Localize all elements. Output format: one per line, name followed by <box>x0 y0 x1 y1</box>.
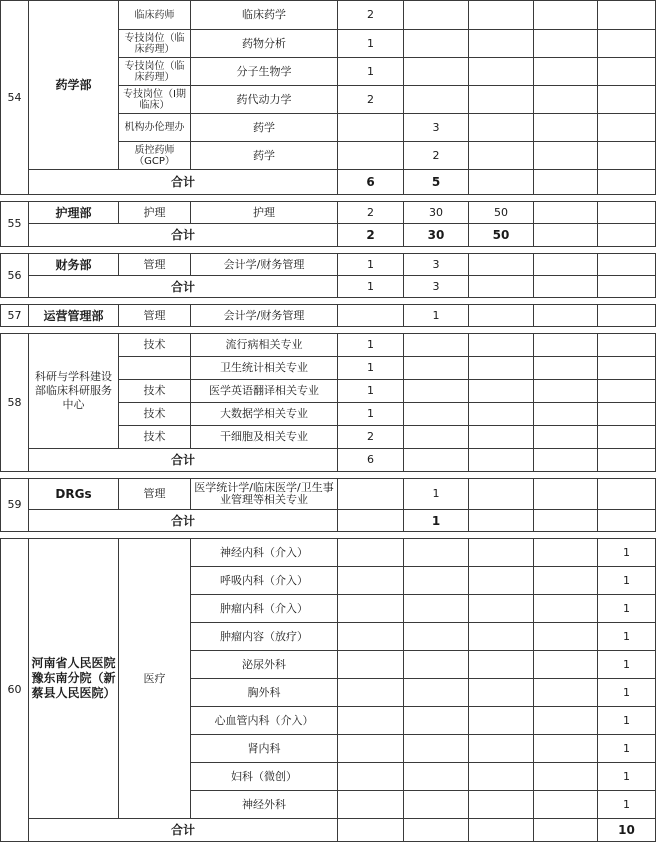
total-row <box>1 276 656 298</box>
post-cell: 护理 <box>119 202 191 224</box>
count-cell <box>469 142 534 170</box>
post-cell: 专技岗位（Ⅰ期临床） <box>119 86 191 114</box>
count-cell <box>469 567 534 595</box>
total-cell: 1 <box>338 276 404 298</box>
count-cell <box>404 426 469 449</box>
major-cell: 心血管内科（介入） <box>191 707 338 735</box>
major-cell: 神经外科 <box>191 791 338 819</box>
count-cell <box>404 763 469 791</box>
total-cell <box>598 170 656 195</box>
count-cell <box>469 426 534 449</box>
count-cell: 1 <box>598 763 656 791</box>
count-cell <box>404 86 469 114</box>
count-cell <box>404 707 469 735</box>
table-row <box>1 1 656 30</box>
count-cell <box>338 595 404 623</box>
total-cell <box>469 170 534 195</box>
total-label: 合计 <box>29 276 338 298</box>
count-cell <box>404 539 469 567</box>
total-label: 合计 <box>29 819 338 842</box>
count-cell <box>338 651 404 679</box>
post-cell <box>119 357 191 380</box>
total-cell <box>534 819 598 842</box>
count-cell <box>404 791 469 819</box>
count-cell <box>534 479 598 510</box>
row-number: 59 <box>1 479 29 532</box>
count-cell: 1 <box>598 707 656 735</box>
total-cell <box>534 276 598 298</box>
total-row <box>1 224 656 247</box>
count-cell <box>338 142 404 170</box>
count-cell: 1 <box>598 539 656 567</box>
major-cell: 神经内科（介入） <box>191 539 338 567</box>
count-cell <box>534 539 598 567</box>
department-name: 护理部 <box>29 202 119 224</box>
count-cell <box>598 380 656 403</box>
row-number: 54 <box>1 1 29 195</box>
table-row <box>1 305 656 327</box>
count-cell <box>469 735 534 763</box>
total-row <box>1 510 656 532</box>
total-cell <box>598 276 656 298</box>
count-cell <box>469 679 534 707</box>
count-cell <box>469 707 534 735</box>
separator-row <box>1 298 656 305</box>
total-cell <box>404 449 469 472</box>
post-cell: 管理 <box>119 305 191 327</box>
post-cell: 医疗 <box>119 539 191 819</box>
count-cell: 2 <box>338 86 404 114</box>
count-cell: 30 <box>404 202 469 224</box>
major-cell: 流行病相关专业 <box>191 334 338 357</box>
total-cell <box>598 224 656 247</box>
count-cell <box>598 142 656 170</box>
total-row <box>1 819 656 842</box>
major-cell: 干细胞及相关专业 <box>191 426 338 449</box>
total-cell <box>598 449 656 472</box>
post-cell: 技术 <box>119 403 191 426</box>
count-cell <box>534 334 598 357</box>
separator-row <box>1 327 656 334</box>
count-cell <box>338 707 404 735</box>
row-number: 57 <box>1 305 29 327</box>
count-cell: 1 <box>598 791 656 819</box>
count-cell <box>534 763 598 791</box>
major-cell: 大数据学相关专业 <box>191 403 338 426</box>
count-cell <box>534 567 598 595</box>
count-cell <box>469 539 534 567</box>
total-cell <box>534 170 598 195</box>
count-cell: 1 <box>598 679 656 707</box>
count-cell <box>404 58 469 86</box>
count-cell <box>469 1 534 30</box>
count-cell <box>404 651 469 679</box>
table-row <box>1 539 656 567</box>
total-cell <box>469 449 534 472</box>
post-cell: 技术 <box>119 426 191 449</box>
total-cell: 3 <box>404 276 469 298</box>
department-name: 河南省人民医院豫东南分院（新蔡县人民医院） <box>29 539 119 819</box>
count-cell <box>469 380 534 403</box>
count-cell <box>338 567 404 595</box>
major-cell: 临床药学 <box>191 1 338 30</box>
total-cell <box>598 510 656 532</box>
count-cell <box>534 623 598 651</box>
row-number: 56 <box>1 254 29 298</box>
count-cell <box>469 86 534 114</box>
post-cell: 技术 <box>119 380 191 403</box>
count-cell <box>469 357 534 380</box>
major-cell: 医学统计学/临床医学/卫生事业管理等相关专业 <box>191 479 338 510</box>
count-cell <box>534 1 598 30</box>
count-cell: 50 <box>469 202 534 224</box>
total-cell <box>534 449 598 472</box>
count-cell <box>534 86 598 114</box>
count-cell <box>534 679 598 707</box>
total-cell <box>404 819 469 842</box>
count-cell <box>469 623 534 651</box>
count-cell: 1 <box>338 30 404 58</box>
major-cell: 卫生统计相关专业 <box>191 357 338 380</box>
count-cell <box>338 539 404 567</box>
count-cell <box>598 1 656 30</box>
count-cell <box>469 58 534 86</box>
count-cell: 1 <box>404 305 469 327</box>
total-cell <box>469 510 534 532</box>
count-cell <box>534 58 598 86</box>
count-cell <box>338 623 404 651</box>
total-cell: 30 <box>404 224 469 247</box>
separator-row <box>1 532 656 539</box>
major-cell: 胸外科 <box>191 679 338 707</box>
count-cell: 1 <box>598 651 656 679</box>
total-cell: 5 <box>404 170 469 195</box>
count-cell <box>598 334 656 357</box>
count-cell <box>534 142 598 170</box>
count-cell: 3 <box>404 254 469 276</box>
count-cell: 2 <box>338 426 404 449</box>
major-cell: 会计学/财务管理 <box>191 254 338 276</box>
post-cell: 专技岗位（临床药理） <box>119 30 191 58</box>
count-cell <box>598 403 656 426</box>
count-cell: 2 <box>338 202 404 224</box>
post-cell: 管理 <box>119 254 191 276</box>
count-cell <box>469 791 534 819</box>
total-label: 合计 <box>29 510 338 532</box>
total-cell: 6 <box>338 449 404 472</box>
post-cell: 机构办伦理办 <box>119 114 191 142</box>
count-cell <box>598 305 656 327</box>
count-cell <box>404 30 469 58</box>
count-cell: 1 <box>598 595 656 623</box>
count-cell <box>338 763 404 791</box>
major-cell: 会计学/财务管理 <box>191 305 338 327</box>
count-cell <box>534 791 598 819</box>
total-cell: 2 <box>338 224 404 247</box>
count-cell <box>598 202 656 224</box>
department-name: 财务部 <box>29 254 119 276</box>
total-cell <box>338 819 404 842</box>
total-label: 合计 <box>29 170 338 195</box>
count-cell <box>469 334 534 357</box>
major-cell: 呼吸内科（介入） <box>191 567 338 595</box>
count-cell <box>404 623 469 651</box>
count-cell <box>534 30 598 58</box>
count-cell <box>534 380 598 403</box>
post-cell: 管理 <box>119 479 191 510</box>
major-cell: 药学 <box>191 114 338 142</box>
count-cell <box>469 30 534 58</box>
count-cell <box>404 403 469 426</box>
count-cell <box>338 479 404 510</box>
count-cell <box>534 403 598 426</box>
count-cell <box>338 305 404 327</box>
row-number: 55 <box>1 202 29 247</box>
count-cell: 1 <box>598 567 656 595</box>
count-cell <box>338 679 404 707</box>
count-cell: 2 <box>404 142 469 170</box>
count-cell <box>534 357 598 380</box>
post-cell: 质控药师（GCP） <box>119 142 191 170</box>
count-cell <box>338 114 404 142</box>
total-cell: 6 <box>338 170 404 195</box>
count-cell: 1 <box>338 380 404 403</box>
major-cell: 护理 <box>191 202 338 224</box>
post-cell: 技术 <box>119 334 191 357</box>
count-cell <box>469 763 534 791</box>
table-row <box>1 334 656 357</box>
count-cell <box>534 735 598 763</box>
separator-row <box>1 247 656 254</box>
count-cell <box>534 707 598 735</box>
count-cell: 1 <box>598 623 656 651</box>
count-cell <box>338 735 404 763</box>
major-cell: 肿瘤内容（放疗） <box>191 623 338 651</box>
major-cell: 药物分析 <box>191 30 338 58</box>
major-cell: 药学 <box>191 142 338 170</box>
count-cell <box>404 334 469 357</box>
table-row <box>1 202 656 224</box>
count-cell <box>469 305 534 327</box>
count-cell: 1 <box>338 254 404 276</box>
count-cell: 1 <box>338 58 404 86</box>
total-cell: 1 <box>404 510 469 532</box>
total-row <box>1 170 656 195</box>
table-row <box>1 479 656 510</box>
separator-row <box>1 195 656 202</box>
count-cell <box>534 254 598 276</box>
total-label: 合计 <box>29 224 338 247</box>
total-label: 合计 <box>29 449 338 472</box>
count-cell <box>534 426 598 449</box>
total-row <box>1 449 656 472</box>
major-cell: 肾内科 <box>191 735 338 763</box>
count-cell <box>598 86 656 114</box>
count-cell <box>534 114 598 142</box>
count-cell: 3 <box>404 114 469 142</box>
major-cell: 肿瘤内科（介入） <box>191 595 338 623</box>
count-cell <box>469 254 534 276</box>
count-cell <box>534 202 598 224</box>
count-cell <box>598 114 656 142</box>
count-cell: 1 <box>338 334 404 357</box>
count-cell: 1 <box>404 479 469 510</box>
count-cell: 1 <box>338 357 404 380</box>
row-number: 60 <box>1 539 29 842</box>
count-cell: 1 <box>598 735 656 763</box>
count-cell <box>598 426 656 449</box>
count-cell <box>404 357 469 380</box>
count-cell <box>598 58 656 86</box>
count-cell <box>469 651 534 679</box>
count-cell <box>598 479 656 510</box>
post-cell: 专技岗位（临床药理） <box>119 58 191 86</box>
post-cell: 临床药师 <box>119 1 191 30</box>
table-row <box>1 254 656 276</box>
count-cell <box>404 1 469 30</box>
count-cell: 2 <box>338 1 404 30</box>
count-cell <box>404 679 469 707</box>
count-cell <box>404 595 469 623</box>
count-cell <box>469 114 534 142</box>
count-cell <box>338 791 404 819</box>
department-name: 运营管理部 <box>29 305 119 327</box>
major-cell: 泌尿外科 <box>191 651 338 679</box>
major-cell: 医学英语翻译相关专业 <box>191 380 338 403</box>
total-cell <box>469 276 534 298</box>
total-cell <box>534 510 598 532</box>
count-cell <box>598 30 656 58</box>
major-cell: 妇科（微创） <box>191 763 338 791</box>
count-cell <box>598 254 656 276</box>
count-cell <box>469 595 534 623</box>
separator-row <box>1 472 656 479</box>
department-name: DRGs <box>29 479 119 510</box>
row-number: 58 <box>1 334 29 472</box>
total-cell: 50 <box>469 224 534 247</box>
major-cell: 药代动力学 <box>191 86 338 114</box>
count-cell <box>534 305 598 327</box>
total-cell <box>469 819 534 842</box>
count-cell <box>469 479 534 510</box>
count-cell <box>469 403 534 426</box>
count-cell <box>534 651 598 679</box>
count-cell <box>404 735 469 763</box>
count-cell <box>404 380 469 403</box>
count-cell <box>534 595 598 623</box>
major-cell: 分子生物学 <box>191 58 338 86</box>
total-cell: 10 <box>598 819 656 842</box>
total-cell <box>534 224 598 247</box>
count-cell: 1 <box>338 403 404 426</box>
department-name: 药学部 <box>29 1 119 170</box>
department-name: 科研与学科建设部临床科研服务中心 <box>29 334 119 449</box>
count-cell <box>598 357 656 380</box>
total-cell <box>338 510 404 532</box>
count-cell <box>404 567 469 595</box>
